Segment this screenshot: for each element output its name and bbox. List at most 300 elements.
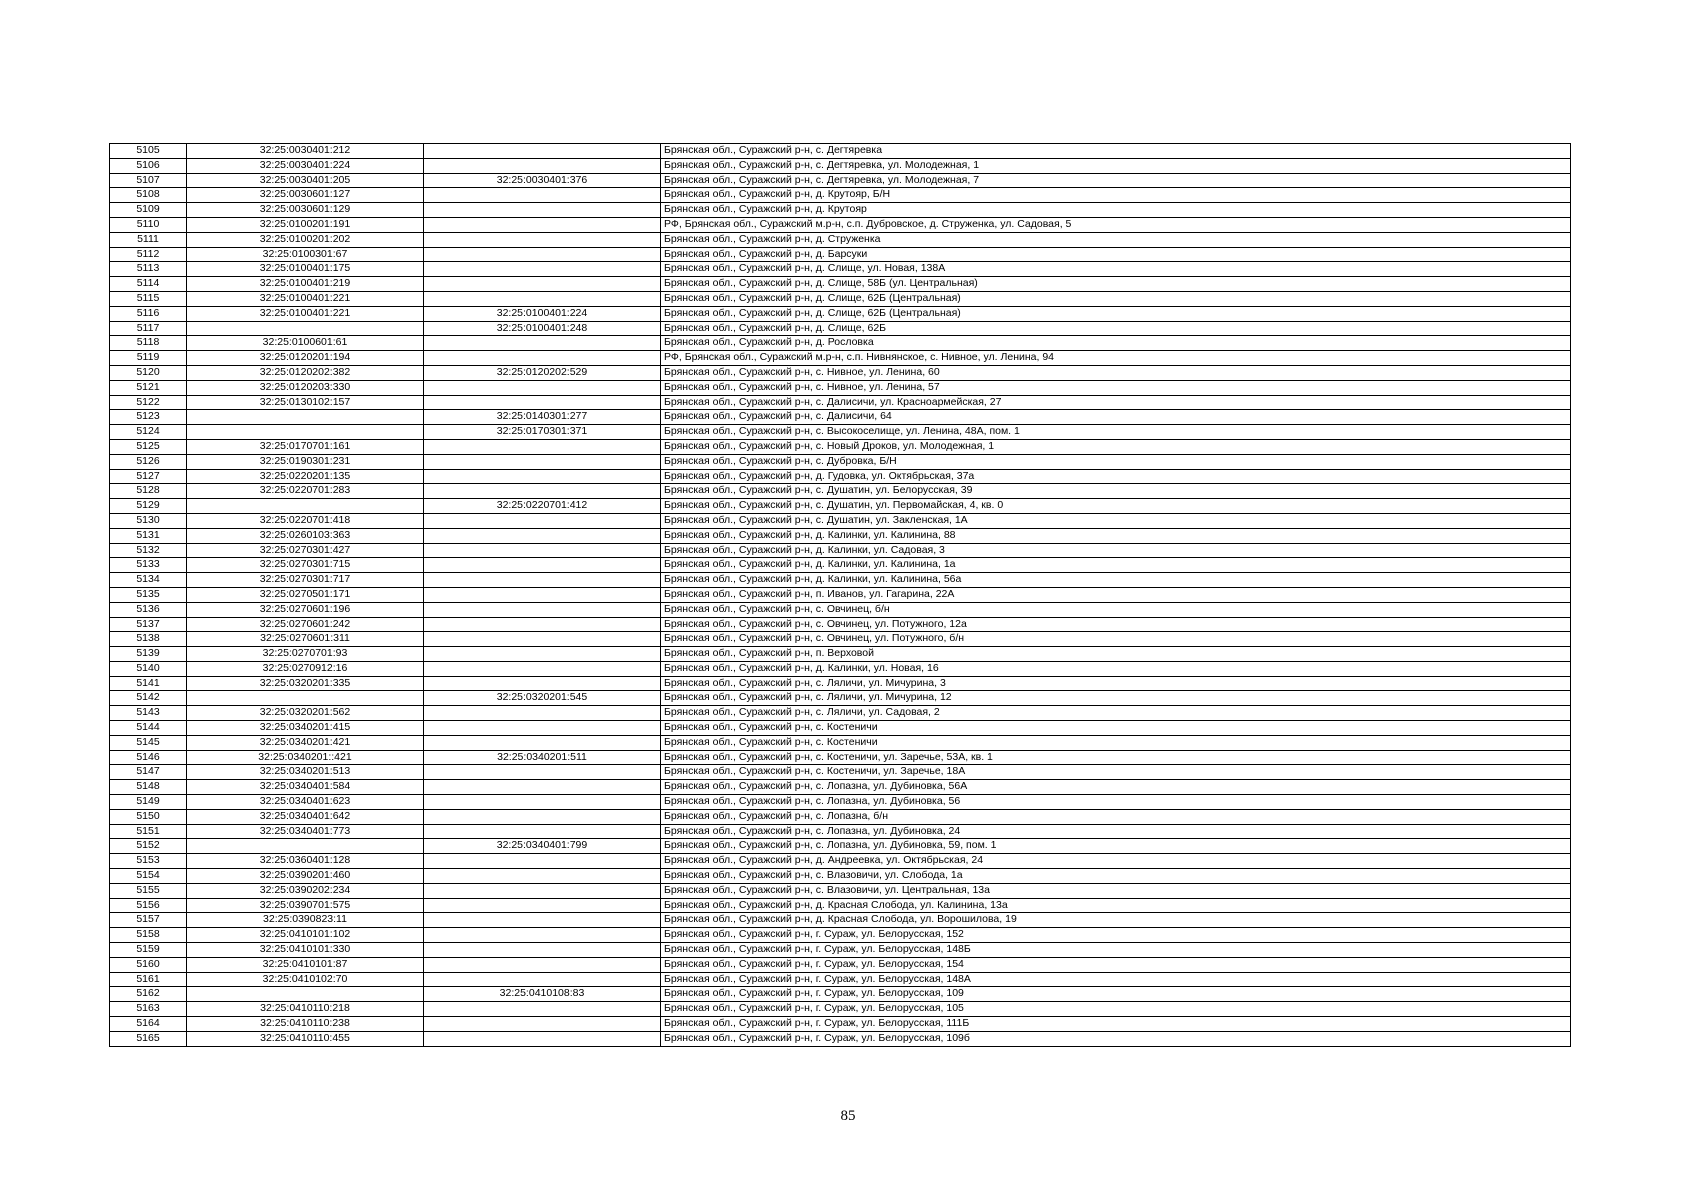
table-row [110,632,1571,647]
row-number-cell: 5106 [110,158,187,173]
table-row [110,913,1571,928]
table-row [110,824,1571,839]
row-number-cell: 5130 [110,513,187,528]
address-cell: Брянская обл., Суражский р-н, д. Рословка [661,336,1571,351]
table-row [110,395,1571,410]
related-cadastral-number-cell [424,291,661,306]
cadastral-number-cell: 32:25:0030401:205 [187,173,424,188]
address-cell: Брянская обл., Суражский р-н, д. Калинки, ул. Калинина, 1а [661,558,1571,573]
row-number-cell: 5136 [110,602,187,617]
table-row [110,558,1571,573]
related-cadastral-number-cell [424,558,661,573]
cadastral-number-cell: 32:25:0190301:231 [187,454,424,469]
cadastral-number-cell: 32:25:0100301:67 [187,247,424,262]
table-row [110,987,1571,1002]
row-number-cell: 5131 [110,528,187,543]
address-cell: Брянская обл., Суражский р-н, д. Калинки, ул. Калинина, 88 [661,528,1571,543]
table-row [110,277,1571,292]
related-cadastral-number-cell [424,602,661,617]
row-number-cell: 5105 [110,144,187,159]
row-number-cell: 5142 [110,691,187,706]
address-cell: Брянская обл., Суражский р-н, д. Струженка [661,232,1571,247]
related-cadastral-number-cell [424,395,661,410]
table-row [110,676,1571,691]
row-number-cell: 5125 [110,439,187,454]
related-cadastral-number-cell [424,795,661,810]
row-number-cell: 5164 [110,1017,187,1032]
table-row [110,499,1571,514]
address-cell: Брянская обл., Суражский р-н, с. Лопазна, ул. Дубиновка, 59, пом. 1 [661,839,1571,854]
related-cadastral-number-cell [424,706,661,721]
address-cell: Брянская обл., Суражский р-н, с. Лопазна, ул. Дубиновка, 56 [661,795,1571,810]
row-number-cell: 5135 [110,587,187,602]
related-cadastral-number-cell [424,277,661,292]
row-number-cell: 5112 [110,247,187,262]
address-cell: Брянская обл., Суражский р-н, п. Иванов, ул. Гагарина, 22А [661,587,1571,602]
related-cadastral-number-cell: 32:25:0320201:545 [424,691,661,706]
table-row [110,543,1571,558]
cadastral-number-cell: 32:25:0340401:584 [187,780,424,795]
related-cadastral-number-cell [424,217,661,232]
address-cell: Брянская обл., Суражский р-н, д. Крутояр, Б/Н [661,188,1571,203]
cadastral-number-cell: 32:25:0100201:202 [187,232,424,247]
related-cadastral-number-cell [424,735,661,750]
address-cell: Брянская обл., Суражский р-н, г. Сураж, ул. Белорусская, 105 [661,1002,1571,1017]
related-cadastral-number-cell: 32:25:0410108:83 [424,987,661,1002]
table-row [110,943,1571,958]
address-cell: Брянская обл., Суражский р-н, с. Влазовичи, ул. Центральная, 13а [661,883,1571,898]
cadastral-number-cell: 32:25:0100601:61 [187,336,424,351]
address-cell: Брянская обл., Суражский р-н, с. Овчинец, ул. Потужного, б/н [661,632,1571,647]
address-cell: Брянская обл., Суражский р-н, с. Душатин, ул. Первомайская, 4, кв. 0 [661,499,1571,514]
row-number-cell: 5165 [110,1031,187,1046]
cadastral-number-cell [187,499,424,514]
cadastral-number-cell [187,691,424,706]
row-number-cell: 5122 [110,395,187,410]
table-row [110,380,1571,395]
cadastral-number-cell: 32:25:0410110:218 [187,1002,424,1017]
row-number-cell: 5116 [110,306,187,321]
address-cell: Брянская обл., Суражский р-н, г. Сураж, ул. Белорусская, 111Б [661,1017,1571,1032]
row-number-cell: 5156 [110,898,187,913]
row-number-cell: 5149 [110,795,187,810]
cadastral-number-cell [187,410,424,425]
table-row [110,188,1571,203]
address-cell: Брянская обл., Суражский р-н, с. Далисичи, ул. Красноармейская, 27 [661,395,1571,410]
row-number-cell: 5145 [110,735,187,750]
related-cadastral-number-cell [424,913,661,928]
table-row [110,454,1571,469]
row-number-cell: 5159 [110,943,187,958]
table-row [110,750,1571,765]
cadastral-number-cell: 32:25:0320201:335 [187,676,424,691]
address-cell: Брянская обл., Суражский р-н, д. Слище, 58Б (ул. Центральная) [661,277,1571,292]
table-row [110,484,1571,499]
row-number-cell: 5113 [110,262,187,277]
cadastral-number-cell [187,839,424,854]
related-cadastral-number-cell [424,336,661,351]
related-cadastral-number-cell [424,928,661,943]
cadastral-number-cell: 32:25:0390202:234 [187,883,424,898]
table-row [110,795,1571,810]
cadastral-number-cell: 32:25:0270601:311 [187,632,424,647]
row-number-cell: 5111 [110,232,187,247]
table-row [110,144,1571,159]
related-cadastral-number-cell: 32:25:0170301:371 [424,425,661,440]
row-number-cell: 5150 [110,809,187,824]
row-number-cell: 5137 [110,617,187,632]
cadastral-number-cell: 32:25:0390823:11 [187,913,424,928]
table-row [110,869,1571,884]
row-number-cell: 5147 [110,765,187,780]
address-cell: Брянская обл., Суражский р-н, с. Душатин, ул. Закленская, 1А [661,513,1571,528]
cadastral-number-cell: 32:25:0100401:175 [187,262,424,277]
address-cell: Брянская обл., Суражский р-н, д. Слище, 62Б [661,321,1571,336]
related-cadastral-number-cell [424,232,661,247]
address-cell: Брянская обл., Суражский р-н, с. Дегтяревка [661,144,1571,159]
table-row [110,306,1571,321]
cadastral-number-cell: 32:25:0340201:421 [187,735,424,750]
row-number-cell: 5162 [110,987,187,1002]
table-row [110,425,1571,440]
row-number-cell: 5128 [110,484,187,499]
address-cell: РФ, Брянская обл., Суражский м.р-н, с.п. Дубровское, д. Струженка, ул. Садовая, 5 [661,217,1571,232]
related-cadastral-number-cell [424,454,661,469]
row-number-cell: 5138 [110,632,187,647]
row-number-cell: 5127 [110,469,187,484]
related-cadastral-number-cell [424,721,661,736]
address-cell: Брянская обл., Суражский р-н, д. Красная Слобода, ул. Калинина, 13а [661,898,1571,913]
row-number-cell: 5160 [110,957,187,972]
cadastral-number-cell: 32:25:0340201::421 [187,750,424,765]
address-cell: Брянская обл., Суражский р-н, г. Сураж, ул. Белорусская, 148А [661,972,1571,987]
cadastral-number-cell: 32:25:0100401:221 [187,291,424,306]
cadastral-number-cell: 32:25:0130102:157 [187,395,424,410]
related-cadastral-number-cell [424,469,661,484]
address-cell: Брянская обл., Суражский р-н, г. Сураж, ул. Белорусская, 109 [661,987,1571,1002]
related-cadastral-number-cell [424,809,661,824]
row-number-cell: 5109 [110,203,187,218]
related-cadastral-number-cell [424,351,661,366]
table-row [110,321,1571,336]
related-cadastral-number-cell [424,513,661,528]
cadastral-number-cell: 32:25:0220201:135 [187,469,424,484]
row-number-cell: 5151 [110,824,187,839]
address-cell: Брянская обл., Суражский р-н, с. Лопазна, ул. Дубиновка, 56А [661,780,1571,795]
address-cell: Брянская обл., Суражский р-н, с. Костеничи, ул. Заречье, 53А, кв. 1 [661,750,1571,765]
address-cell: Брянская обл., Суражский р-н, д. Калинки, ул. Садовая, 3 [661,543,1571,558]
address-cell: Брянская обл., Суражский р-н, с. Костеничи [661,721,1571,736]
table-row [110,469,1571,484]
cadastral-number-cell [187,321,424,336]
related-cadastral-number-cell [424,484,661,499]
table-row [110,1002,1571,1017]
cadastral-number-cell: 32:25:0270301:715 [187,558,424,573]
row-number-cell: 5134 [110,573,187,588]
cadastral-number-cell [187,425,424,440]
table-row [110,173,1571,188]
table-row [110,928,1571,943]
table-row [110,291,1571,306]
cadastral-number-cell: 32:25:0030401:224 [187,158,424,173]
cadastral-number-cell: 32:25:0270601:242 [187,617,424,632]
cadastral-number-cell: 32:25:0270601:196 [187,602,424,617]
row-number-cell: 5118 [110,336,187,351]
address-cell: Брянская обл., Суражский р-н, с. Лопазна, ул. Дубиновка, 24 [661,824,1571,839]
table-row [110,898,1571,913]
address-cell: Брянская обл., Суражский р-н, д. Андреевка, ул. Октябрьская, 24 [661,854,1571,869]
address-cell: Брянская обл., Суражский р-н, с. Высокоселище, ул. Ленина, 48А, пом. 1 [661,425,1571,440]
table-row [110,957,1571,972]
related-cadastral-number-cell [424,543,661,558]
address-cell: Брянская обл., Суражский р-н, д. Крутояр [661,203,1571,218]
address-cell: Брянская обл., Суражский р-н, д. Калинки, ул. Новая, 16 [661,661,1571,676]
table-row [110,158,1571,173]
row-number-cell: 5119 [110,351,187,366]
related-cadastral-number-cell [424,1017,661,1032]
address-cell: Брянская обл., Суражский р-н, с. Дубровка, Б/Н [661,454,1571,469]
cadastral-number-cell: 32:25:0270701:93 [187,647,424,662]
cadastral-number-cell: 32:25:0120201:194 [187,351,424,366]
row-number-cell: 5140 [110,661,187,676]
row-number-cell: 5123 [110,410,187,425]
related-cadastral-number-cell [424,617,661,632]
address-cell: Брянская обл., Суражский р-н, с. Нивное, ул. Ленина, 57 [661,380,1571,395]
address-cell: Брянская обл., Суражский р-н, с. Влазовичи, ул. Слобода, 1а [661,869,1571,884]
cadastral-number-cell: 32:25:0270301:427 [187,543,424,558]
table-row [110,365,1571,380]
related-cadastral-number-cell [424,203,661,218]
table-row [110,439,1571,454]
address-cell: Брянская обл., Суражский р-н, с. Ляличи, ул. Мичурина, 3 [661,676,1571,691]
cadastral-number-cell: 32:25:0100401:221 [187,306,424,321]
table-row [110,232,1571,247]
row-number-cell: 5121 [110,380,187,395]
row-number-cell: 5152 [110,839,187,854]
cadastral-number-cell: 32:25:0410110:455 [187,1031,424,1046]
row-number-cell: 5133 [110,558,187,573]
related-cadastral-number-cell [424,661,661,676]
address-cell: Брянская обл., Суражский р-н, с. Дегтяревка, ул. Молодежная, 1 [661,158,1571,173]
address-cell: Брянская обл., Суражский р-н, г. Сураж, ул. Белорусская, 109б [661,1031,1571,1046]
related-cadastral-number-cell [424,824,661,839]
related-cadastral-number-cell: 32:25:0100401:248 [424,321,661,336]
cadastral-number-cell: 32:25:0360401:128 [187,854,424,869]
related-cadastral-number-cell [424,765,661,780]
table-row [110,647,1571,662]
cadastral-number-cell: 32:25:0260103:363 [187,528,424,543]
table-row [110,262,1571,277]
address-cell: Брянская обл., Суражский р-н, д. Калинки, ул. Калинина, 56а [661,573,1571,588]
related-cadastral-number-cell [424,144,661,159]
related-cadastral-number-cell [424,247,661,262]
cadastral-number-cell: 32:25:0030601:129 [187,203,424,218]
row-number-cell: 5110 [110,217,187,232]
cadastral-number-cell: 32:25:0220701:418 [187,513,424,528]
table-row [110,617,1571,632]
table-row [110,573,1571,588]
cadastral-number-cell: 32:25:0390201:460 [187,869,424,884]
row-number-cell: 5117 [110,321,187,336]
cadastral-number-cell: 32:25:0410101:330 [187,943,424,958]
cadastral-number-cell: 32:25:0410101:87 [187,957,424,972]
address-cell: Брянская обл., Суражский р-н, с. Костеничи [661,735,1571,750]
related-cadastral-number-cell [424,647,661,662]
table-row [110,336,1571,351]
row-number-cell: 5132 [110,543,187,558]
row-number-cell: 5148 [110,780,187,795]
cadastral-number-cell: 32:25:0410102:70 [187,972,424,987]
row-number-cell: 5107 [110,173,187,188]
row-number-cell: 5158 [110,928,187,943]
cadastral-number-cell: 32:25:0120202:382 [187,365,424,380]
address-cell: Брянская обл., Суражский р-н, г. Сураж, ул. Белорусская, 152 [661,928,1571,943]
address-cell: Брянская обл., Суражский р-н, г. Сураж, ул. Белорусская, 148Б [661,943,1571,958]
row-number-cell: 5126 [110,454,187,469]
row-number-cell: 5108 [110,188,187,203]
related-cadastral-number-cell [424,439,661,454]
address-cell: Брянская обл., Суражский р-н, д. Красная Слобода, ул. Ворошилова, 19 [661,913,1571,928]
row-number-cell: 5141 [110,676,187,691]
related-cadastral-number-cell: 32:25:0100401:224 [424,306,661,321]
cadastral-number-cell: 32:25:0100401:219 [187,277,424,292]
address-cell: Брянская обл., Суражский р-н, с. Костеничи, ул. Заречье, 18А [661,765,1571,780]
cadastral-number-cell: 32:25:0340401:642 [187,809,424,824]
page-number: 85 [840,1108,856,1124]
cadastral-number-cell: 32:25:0340201:415 [187,721,424,736]
address-cell: Брянская обл., Суражский р-н, с. Овчинец, ул. Потужного, 12а [661,617,1571,632]
related-cadastral-number-cell [424,573,661,588]
table-row [110,587,1571,602]
related-cadastral-number-cell [424,380,661,395]
cadastral-number-cell: 32:25:0410110:238 [187,1017,424,1032]
cadastral-number-cell: 32:25:0340401:623 [187,795,424,810]
address-cell: РФ, Брянская обл., Суражский м.р-н, с.п. Нивнянское, с. Нивное, ул. Ленина, 94 [661,351,1571,366]
table-row [110,780,1571,795]
address-cell: Брянская обл., Суражский р-н, с. Нивное, ул. Ленина, 60 [661,365,1571,380]
address-cell: Брянская обл., Суражский р-н, д. Слище, ул. Новая, 138А [661,262,1571,277]
table-row [110,513,1571,528]
cadastral-number-cell: 32:25:0220701:283 [187,484,424,499]
row-number-cell: 5154 [110,869,187,884]
related-cadastral-number-cell [424,854,661,869]
related-cadastral-number-cell [424,528,661,543]
cadastral-number-cell: 32:25:0030601:127 [187,188,424,203]
row-number-cell: 5163 [110,1002,187,1017]
row-number-cell: 5153 [110,854,187,869]
related-cadastral-number-cell: 32:25:0140301:277 [424,410,661,425]
row-number-cell: 5115 [110,291,187,306]
cadastral-number-cell: 32:25:0270501:171 [187,587,424,602]
related-cadastral-number-cell [424,943,661,958]
address-cell: Брянская обл., Суражский р-н, с. Новый Дроков, ул. Молодежная, 1 [661,439,1571,454]
cadastral-number-cell: 32:25:0170701:161 [187,439,424,454]
related-cadastral-number-cell [424,869,661,884]
address-cell: Брянская обл., Суражский р-н, с. Далисичи, 64 [661,410,1571,425]
table-row [110,1031,1571,1046]
address-cell: Брянская обл., Суражский р-н, д. Слище, 62Б (Центральная) [661,306,1571,321]
table-row [110,735,1571,750]
address-cell: Брянская обл., Суражский р-н, д. Слище, 62Б (Центральная) [661,291,1571,306]
related-cadastral-number-cell [424,158,661,173]
address-cell: Брянская обл., Суражский р-н, д. Гудовка, ул. Октябрьская, 37а [661,469,1571,484]
address-cell: Брянская обл., Суражский р-н, с. Дегтяревка, ул. Молодежная, 7 [661,173,1571,188]
address-cell: Брянская обл., Суражский р-н, с. Ляличи, ул. Мичурина, 12 [661,691,1571,706]
table-row [110,351,1571,366]
address-cell: Брянская обл., Суражский р-н, с. Лопазна, б/н [661,809,1571,824]
address-cell: Брянская обл., Суражский р-н, д. Барсуки [661,247,1571,262]
related-cadastral-number-cell [424,898,661,913]
related-cadastral-number-cell [424,1031,661,1046]
related-cadastral-number-cell [424,632,661,647]
related-cadastral-number-cell [424,1002,661,1017]
cadastral-number-cell [187,987,424,1002]
cadastral-number-cell: 32:25:0270912:16 [187,661,424,676]
cadastral-number-cell: 32:25:0390701:575 [187,898,424,913]
table-row [110,247,1571,262]
row-number-cell: 5114 [110,277,187,292]
row-number-cell: 5129 [110,499,187,514]
row-number-cell: 5157 [110,913,187,928]
table-row [110,721,1571,736]
related-cadastral-number-cell [424,883,661,898]
row-number-cell: 5146 [110,750,187,765]
table-row [110,691,1571,706]
table-row [110,972,1571,987]
cadastral-number-cell: 32:25:0270301:717 [187,573,424,588]
row-number-cell: 5155 [110,883,187,898]
address-cell: Брянская обл., Суражский р-н, п. Верховой [661,647,1571,662]
table-row [110,809,1571,824]
row-number-cell: 5144 [110,721,187,736]
related-cadastral-number-cell [424,188,661,203]
table-row [110,1017,1571,1032]
related-cadastral-number-cell [424,972,661,987]
table-row [110,410,1571,425]
related-cadastral-number-cell: 32:25:0120202:529 [424,365,661,380]
cadastral-number-cell: 32:25:0120203:330 [187,380,424,395]
table-body [110,144,1571,1047]
table-row [110,217,1571,232]
table-row [110,839,1571,854]
table-row [110,661,1571,676]
cadastral-number-cell: 32:25:0410101:102 [187,928,424,943]
address-cell: Брянская обл., Суражский р-н, с. Овчинец, б/н [661,602,1571,617]
table-row [110,203,1571,218]
row-number-cell: 5143 [110,706,187,721]
related-cadastral-number-cell: 32:25:0220701:412 [424,499,661,514]
table-row [110,854,1571,869]
table-row [110,706,1571,721]
row-number-cell: 5161 [110,972,187,987]
related-cadastral-number-cell [424,957,661,972]
table-row [110,602,1571,617]
cadastral-number-cell: 32:25:0320201:562 [187,706,424,721]
row-number-cell: 5139 [110,647,187,662]
related-cadastral-number-cell: 32:25:0340401:799 [424,839,661,854]
address-cell: Брянская обл., Суражский р-н, с. Ляличи, ул. Садовая, 2 [661,706,1571,721]
address-cell: Брянская обл., Суражский р-н, с. Душатин, ул. Белорусская, 39 [661,484,1571,499]
table-row [110,883,1571,898]
related-cadastral-number-cell [424,587,661,602]
cadastral-number-cell: 32:25:0100201:191 [187,217,424,232]
row-number-cell: 5124 [110,425,187,440]
table-row [110,528,1571,543]
cadastral-number-cell: 32:25:0340401:773 [187,824,424,839]
related-cadastral-number-cell [424,780,661,795]
row-number-cell: 5120 [110,365,187,380]
cadastral-number-cell: 32:25:0340201:513 [187,765,424,780]
